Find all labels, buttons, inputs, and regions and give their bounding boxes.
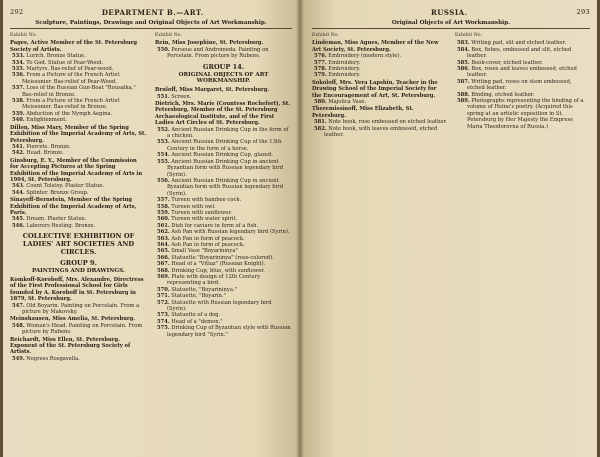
- exhibit-number: 587.: [457, 78, 470, 85]
- exhibit-number: 542.: [12, 150, 25, 157]
- exhibit-number: 559.: [157, 209, 170, 216]
- exhibit-description: Embroidery.: [328, 72, 361, 79]
- exhibitor-name: Ginsburg, E. Y., Member of the Commission for Accepting Pictures at the Spring Exhibition of the Imperial Academy of Arts in 1904, St. Petersburg.: [10, 157, 143, 183]
- exhibit-number: 572.: [157, 299, 170, 306]
- exhibit-description: Box, fishes, embossed and slit, etched leather.: [467, 46, 572, 60]
- group-heading: GROUP 14.: [202, 62, 245, 71]
- exhibit-description: Splinter. Bronze Group.: [26, 189, 89, 196]
- exhibit-description: Ancient Russian Drinking Cup in the form of a chicken.: [167, 126, 289, 140]
- exhibit-number: 574.: [157, 318, 170, 325]
- left-edge: [0, 0, 3, 457]
- exhibit-description: Plate with design of 12th Century representing a bird.: [167, 274, 261, 287]
- exhibit-entry: [155, 47, 292, 60]
- exhibit-description: Writing pad, roses on stem embossed, etched leather.: [467, 78, 572, 92]
- exhibit-description: Ancient Russian Drinking Cup, glazed.: [171, 152, 273, 159]
- exhibit-description: Embroidery.: [328, 66, 361, 73]
- exhibit-number: 558.: [157, 203, 170, 210]
- exhibit-description: Note book, rose embossed on etched leather.: [328, 119, 447, 126]
- exhibit-description: Statuette of a dog.: [171, 312, 221, 319]
- exhibitor-name: Dietrich, Mrs. Marie (Countess Rochefort), St. Petersburg, Member of the St. Petersburg Archaeological Institute, and of the First Ladies Art Circles of St. Petersburg.: [155, 101, 291, 127]
- exhibit-number: 544.: [12, 189, 25, 196]
- exhibit-entry: [455, 79, 590, 92]
- exhibitor-name: Lindeman, Miss Agnes, Member of the New Art Society, St. Petersburg.: [312, 40, 439, 53]
- right-column-1: [312, 33, 447, 139]
- exhibit-entry: [155, 94, 292, 100]
- exhibit-number: 571.: [157, 293, 170, 300]
- exhibit-entry: [10, 223, 147, 229]
- right-running-head: [312, 7, 590, 17]
- exhibit-number: 579.: [314, 72, 327, 79]
- exhibit-number: 561.: [157, 222, 170, 229]
- group-heading: COLLECTIVE EXHIBITION OF LADIES' ART SOCIETIES AND CIRCLES.: [22, 232, 135, 257]
- exhibit-number: 573.: [157, 312, 170, 319]
- exhibit-description: Lurich. Bronze Statue.: [26, 53, 86, 60]
- exhibit-entry: [312, 72, 447, 78]
- exhibit-description: Pierrets. Bronze.: [26, 143, 71, 150]
- exhibit-number: 551.: [157, 93, 170, 100]
- exhibit-number: 575.: [157, 325, 170, 332]
- exhibit-description: Photographs representing the binding of a volume of Heine's poetry. (Acquired this spring at an artistic exposition in St. Petersburg by Her Majesty the Empress Maria Theodorovna of Russia.): [467, 98, 584, 130]
- exhibit-entry: [10, 150, 147, 156]
- exhibit-entry: [10, 72, 147, 85]
- left-running-title: DEPARTMENT B.—ART.: [101, 7, 204, 17]
- exhibit-description: Statuette, "Boyarininya.": [171, 286, 237, 293]
- exhibitor-name: Sinayeff-Bernstein, Member of the Spring Exhibition of the Imperial Academy of Arts, Paris.: [10, 197, 137, 216]
- exhibit-entry: [155, 139, 292, 152]
- exhibit-number: 586.: [457, 66, 470, 73]
- book-gutter: [296, 0, 304, 457]
- exhibit-number: 536.: [12, 72, 25, 79]
- exhibit-entry: [10, 190, 147, 196]
- left-column-2: [155, 33, 292, 362]
- right-page-number: 293: [576, 8, 590, 16]
- exhibit-number: 533.: [12, 53, 25, 60]
- exhibit-label: Exhibit No.: [155, 33, 183, 38]
- exhibit-number: 539.: [12, 110, 25, 117]
- exhibit-number: 555.: [157, 158, 170, 165]
- group-subheading: ORIGINAL OBJECTS OF ART WORKMANSHIP.: [178, 71, 269, 85]
- exhibit-label: Exhibit No.: [10, 33, 38, 38]
- exhibitor-name: Sokoloff, Mrs. Vera Lapshin, Teacher in the Drawing School of the Imperial Society for the Encouragement of Art, St. Petersburg.: [312, 79, 438, 99]
- exhibit-description: Ash Pan in form of peacock.: [171, 235, 245, 242]
- exhibit-number: 566.: [157, 254, 170, 261]
- exhibit-description: Negress Rosgavella.: [26, 355, 80, 362]
- exhibit-description: Embroidery (modern style).: [328, 53, 402, 60]
- right-column-2: [455, 33, 590, 139]
- exhibit-entry: [155, 325, 292, 338]
- exhibit-description: Woman's Head. Painting on Porcelain. From picture by Rubens.: [22, 322, 143, 336]
- exhibit-entry: [155, 300, 292, 313]
- exhibit-number: 588.: [457, 91, 470, 98]
- exhibit-description: Head of a "Vitiaz" (Russian Knight).: [171, 261, 266, 268]
- exhibit-number: 548.: [12, 322, 25, 329]
- exhibit-description: Perseus and Andromeda. Painting on Porcelain. From picture by Rubens.: [167, 46, 269, 60]
- exhibit-entry: [10, 356, 147, 362]
- exhibit-entry: [455, 66, 590, 79]
- exhibit-description: From a Picture of the French Artist Meissonier. Bas-relief of Pear-Wood.: [22, 72, 120, 85]
- exhibit-description: Ancient Russian Drinking Cup of the 13th Century in the form of a horse.: [167, 139, 282, 152]
- exhibit-description: Head. Bronze.: [26, 150, 64, 157]
- exhibit-entry: [155, 127, 292, 140]
- exhibit-entry: [10, 323, 147, 336]
- exhibit-description: Writing pad, slit and etched leather.: [471, 40, 567, 47]
- exhibit-number: 545.: [12, 216, 25, 223]
- exhibit-description: Ash Pan with Russian legendary bird (Syrin).: [171, 229, 290, 236]
- exhibit-description: Tureen with owl.: [171, 203, 216, 210]
- exhibit-number: 580.: [314, 99, 327, 106]
- right-running-title: RUSSIA.: [430, 7, 468, 17]
- exhibitor-name: Reichardt, Miss Ellen, St. Petersburg. Exponent of the St. Petersburg Society of Artists.: [10, 336, 131, 356]
- exhibit-number: 560.: [157, 216, 170, 223]
- exhibit-number: 541.: [12, 143, 25, 150]
- exhibitor-name: Bruloff, Miss Margaret, St. Petersburg.: [155, 87, 270, 94]
- exhibit-number: 553.: [157, 139, 170, 146]
- exhibit-entry: [155, 274, 292, 287]
- exhibit-description: Small Vase "Boyarininya": [171, 248, 238, 255]
- exhibitor-name: Dillon, Miss Mary, Member of the Spring Exhibition of the Imperial Academy of Arts, St. Petersburg.: [10, 124, 147, 144]
- exhibit-description: Martyrs. Bas-relief of Pear-wood.: [26, 66, 114, 73]
- exhibit-description: Abduction of the Nymph Aegina.: [26, 110, 113, 117]
- exhibit-number: 581.: [314, 119, 327, 126]
- exhibit-entry: [155, 178, 292, 197]
- exhibit-number: 562.: [157, 229, 170, 236]
- exhibit-number: 534.: [12, 59, 25, 66]
- exhibit-number: 563.: [157, 235, 170, 242]
- left-subtitle: Sculpture, Paintings, Drawings and Original Objects of Art Workmanship.: [10, 20, 292, 29]
- exhibit-description: Dish for caviare in form of a fish.: [171, 222, 259, 229]
- exhibit-number: 567.: [157, 261, 170, 268]
- exhibit-entry: [10, 98, 147, 111]
- exhibit-number: 582.: [314, 125, 327, 132]
- exhibit-description: Statuette "Boyarininya" (rose-colored).: [171, 254, 274, 261]
- exhibit-number: 546.: [12, 222, 25, 229]
- exhibit-description: Note book, with leaves embossed, etched leather.: [324, 125, 438, 139]
- exhibit-number: 556.: [157, 177, 170, 184]
- exhibit-number: 540.: [12, 117, 25, 124]
- exhibit-description: Tureen with bamboo cock.: [171, 197, 242, 204]
- exhibit-description: Binding, etched leather.: [471, 91, 535, 98]
- left-running-head: [10, 7, 292, 17]
- exhibit-label: Exhibit No.: [312, 33, 340, 38]
- exhibit-number: 578.: [314, 66, 327, 73]
- exhibit-entry: [455, 47, 590, 60]
- exhibitor-name: Meinshausen, Miss Amelia, St. Petersburg.: [10, 316, 136, 323]
- exhibit-entry: [10, 117, 147, 123]
- exhibitor-name: Theremissinoff, Miss Elizabeth, St. Petersburg.: [312, 106, 414, 119]
- exhibit-entry: [312, 99, 447, 105]
- exhibit-description: Embroidery.: [328, 59, 361, 66]
- exhibit-description: Majolica Vase.: [328, 99, 367, 106]
- exhibit-description: Screen.: [171, 93, 192, 100]
- exhibit-number: 549.: [12, 355, 25, 362]
- exhibit-number: 577.: [314, 59, 327, 66]
- exhibit-number: 584.: [457, 46, 470, 53]
- exhibit-description: Tureen with sunflower.: [171, 209, 232, 216]
- exhibit-entry: [10, 85, 147, 98]
- exhibit-number: 576.: [314, 53, 327, 60]
- group-heading: GROUP 9.: [60, 259, 97, 268]
- exhibit-number: 568.: [157, 267, 170, 274]
- exhibit-number: 554.: [157, 152, 170, 159]
- exhibit-number: 585.: [457, 59, 470, 66]
- exhibit-entry: [455, 98, 590, 130]
- exhibit-number: 589.: [457, 98, 470, 105]
- exhibit-description: Book-cover, etched leather.: [471, 59, 543, 66]
- exhibit-number: 564.: [157, 241, 170, 248]
- exhibit-number: 543.: [12, 183, 25, 190]
- exhibit-description: Box, roses and leaves embossed, etched leather.: [467, 66, 577, 79]
- exhibit-entry: [155, 159, 292, 178]
- exhibit-number: 537.: [12, 85, 25, 92]
- left-page-number: 292: [10, 8, 24, 16]
- exhibit-description: Statuette with Russian legendary bird (Syrin).: [167, 299, 272, 313]
- exhibit-description: Ancient Russian Drinking Cup in ancient Byzantian form with Russian legendary bird (Syrin).: [167, 177, 284, 197]
- exhibit-number: 569.: [157, 274, 170, 280]
- exhibit-description: Drinking Cup, blue, with sunflower.: [171, 267, 265, 274]
- exhibit-description: Laborers Resting. Bronze.: [26, 222, 96, 229]
- exhibit-number: 547.: [12, 302, 25, 309]
- group-subheading: PAINTINGS AND DRAWINGS.: [32, 268, 125, 275]
- exhibit-number: 570.: [157, 286, 170, 293]
- exhibit-description: Tureen with water spirit.: [171, 216, 238, 223]
- exhibit-description: From a Picture of the French Artist Meissonier. Bas-relief in Bronze.: [22, 98, 120, 111]
- exhibit-number: 552.: [157, 126, 170, 133]
- exhibit-number: 550.: [157, 46, 170, 53]
- exhibitor-name: Pages, Active Member of the St. Petersburg Society of Artists.: [10, 40, 137, 53]
- exhibit-description: Count Tolstoy. Plaster Statue.: [26, 183, 105, 190]
- right-page: [300, 0, 600, 457]
- exhibit-description: To God. Statue of Pear-Wood.: [26, 59, 104, 66]
- exhibit-description: Head of a "demon.": [171, 318, 223, 325]
- exhibit-number: 535.: [12, 66, 25, 73]
- exhibit-description: Ash Pan in form of peacock.: [171, 241, 245, 248]
- exhibit-description: Loss of the Russian Gun-Boat "Rousalka." Bas-relief in Bronze.: [22, 85, 136, 98]
- exhibit-number: 565.: [157, 248, 170, 255]
- exhibit-number: 538.: [12, 98, 25, 105]
- exhibitor-name: Komkoff-Koroboff, Mrs. Alexandre, Directress of the First Professional School for Girls founded by A. Koroboff in St. Petersburg in 1879, St. Petersburg.: [10, 276, 144, 303]
- exhibit-description: Old Boyarin. Painting on Porcelain. From a picture by Makovsky.: [22, 302, 140, 316]
- left-column-1: [10, 33, 147, 362]
- exhibit-number: 557.: [157, 197, 170, 204]
- exhibit-description: Dream. Plaster Statue.: [26, 216, 87, 223]
- exhibit-number: 583.: [457, 40, 470, 47]
- right-subtitle: Original Objects of Art Workmanship.: [312, 20, 590, 29]
- exhibitor-name: Rein, Miss Josephine, St. Petersburg.: [155, 40, 264, 47]
- exhibit-description: Drinking Cup of Byzantian style with Russian legendary bird "Syrin.": [167, 325, 291, 338]
- exhibit-description: Statuette, "Boyarin.": [171, 293, 226, 300]
- exhibit-entry: [10, 303, 147, 316]
- exhibit-description: Enlightenment.: [26, 117, 67, 124]
- exhibit-description: Ancient Russian Drinking Cup in ancient Byzantian form with Russian legendary bird (Syrin).: [167, 158, 284, 178]
- exhibit-label: Exhibit No.: [455, 33, 483, 38]
- exhibit-entry: [312, 126, 447, 139]
